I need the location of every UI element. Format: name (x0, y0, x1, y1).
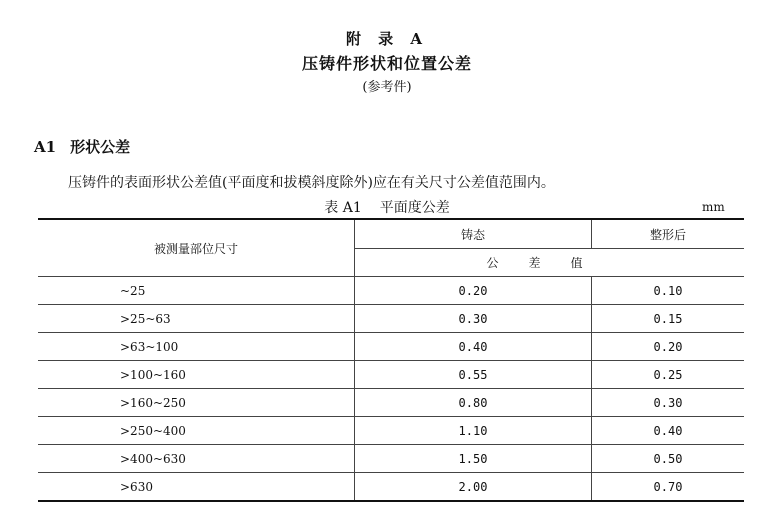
row-cast-value: 2.00 (355, 473, 592, 502)
table-unit: mm (702, 200, 725, 214)
row-cast-value: 0.30 (355, 305, 592, 333)
row-cast-value: 0.20 (355, 277, 592, 305)
table-row (38, 389, 744, 417)
row-finished-value: 0.25 (592, 361, 745, 389)
row-finished-value: 0.10 (592, 277, 745, 305)
row-size: >250~400 (38, 417, 355, 445)
row-finished-value: 0.40 (592, 417, 745, 445)
table-row (38, 417, 744, 445)
row-finished-value: 0.50 (592, 445, 745, 473)
row-size: >100~160 (38, 361, 355, 389)
flatness-tolerance-table (38, 218, 744, 502)
row-finished-value: 0.20 (592, 333, 745, 361)
section-heading (34, 136, 130, 157)
row-size: >630 (38, 473, 355, 502)
table-header-row (38, 219, 744, 249)
row-finished-value: 0.15 (592, 305, 745, 333)
row-size: >25~63 (38, 305, 355, 333)
row-size: >160~250 (38, 389, 355, 417)
section-title: 形状公差 (70, 138, 131, 156)
header-finished: 整形后 (592, 219, 745, 249)
table-row (38, 361, 744, 389)
table-caption (0, 197, 774, 217)
table-caption-title: 平面度公差 (379, 200, 450, 216)
table-caption-number: 表 A1 (324, 200, 362, 216)
section-number: A1 (34, 138, 57, 156)
appendix-title: 压铸件形状和位置公差 (301, 54, 472, 73)
table-row (38, 305, 744, 333)
header-cast: 铸态 (355, 219, 592, 249)
row-cast-value: 1.50 (355, 445, 592, 473)
row-size: >400~630 (38, 445, 355, 473)
row-cast-value: 0.55 (355, 361, 592, 389)
row-finished-value: 0.70 (592, 473, 745, 502)
row-size: >63~100 (38, 333, 355, 361)
header-measured-size: 被测量部位尺寸 (38, 219, 355, 277)
table-row (38, 473, 744, 502)
table-row (38, 277, 744, 305)
appendix-note: (参考件) (362, 80, 412, 95)
header-tolerance: 公差值 (355, 249, 745, 277)
row-cast-value: 1.10 (355, 417, 592, 445)
body-paragraph: 压铸件的表面形状公差值(平面度和拔模斜度除外)应在有关尺寸公差值范围内。 (68, 175, 555, 191)
row-cast-value: 0.80 (355, 389, 592, 417)
row-cast-value: 0.40 (355, 333, 592, 361)
table-row (38, 445, 744, 473)
row-finished-value: 0.30 (592, 389, 745, 417)
table-row (38, 333, 744, 361)
appendix-label: 附 录 A (345, 30, 429, 48)
row-size: ~25 (38, 277, 355, 305)
